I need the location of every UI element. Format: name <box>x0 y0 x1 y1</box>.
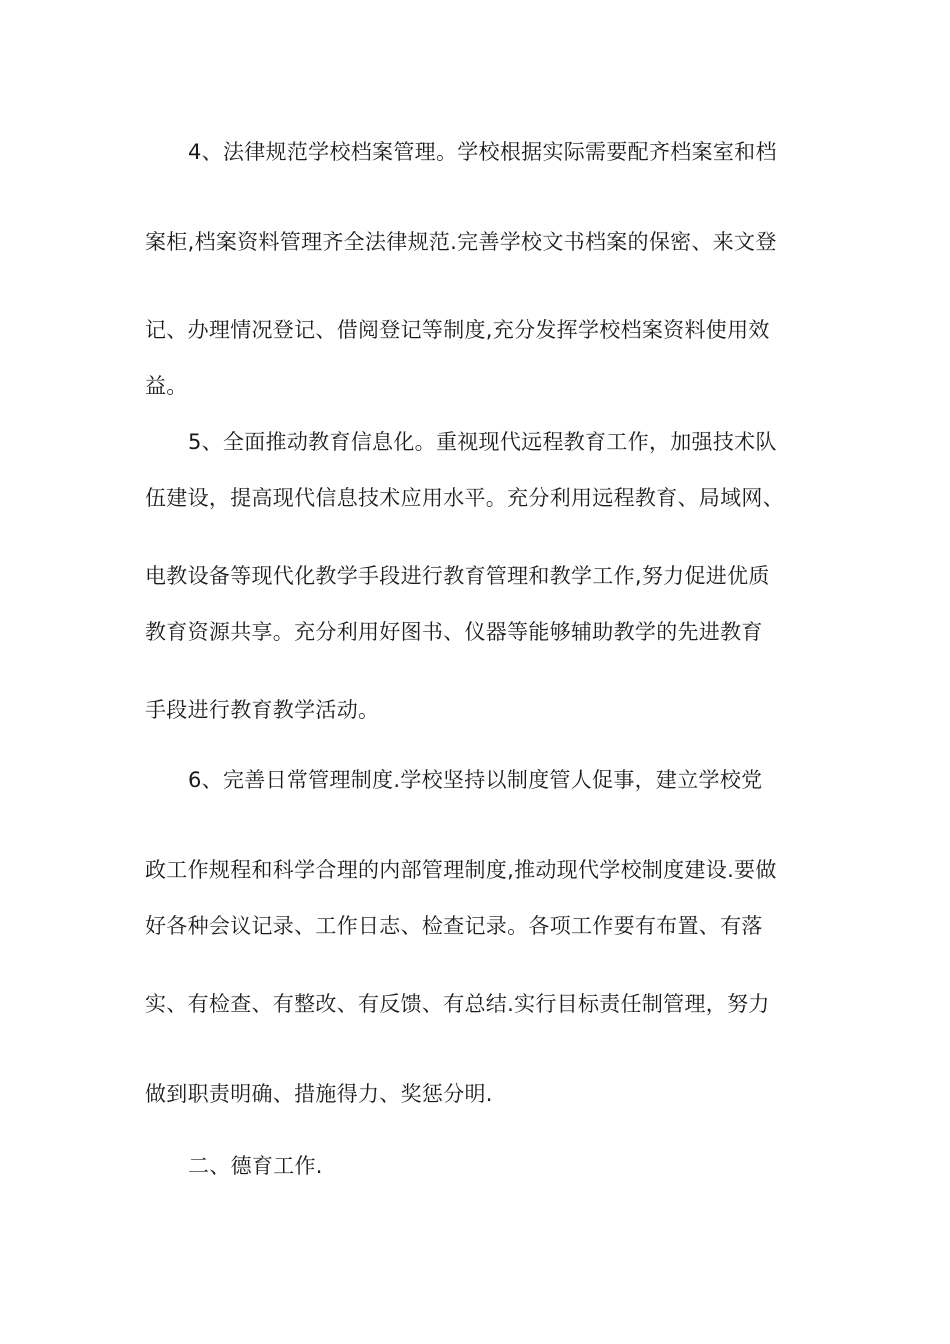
paragraph-6-line-3: 好各种会议记录、工作日志、检查记录。各项工作要有布置、有落 <box>145 914 763 938</box>
paragraph-6-line-2: 政工作规程和科学合理的内部管理制度,推动现代学校制度建设.要做 <box>145 858 777 882</box>
paragraph-5-line-2: 伍建设，提高现代信息技术应用水平。充分利用远程教育、局域网、 <box>145 486 784 510</box>
paragraph-5-line-1: 5、全面推动教育信息化。重视现代远程教育工作，加强技术队 <box>188 430 777 454</box>
paragraph-4-line-1: 4、法律规范学校档案管理。学校根据实际需要配齐档案室和档 <box>188 140 777 164</box>
paragraph-5-line-5: 手段进行教育教学活动。 <box>145 698 380 722</box>
paragraph-6-line-1: 6、完善日常管理制度.学校坚持以制度管人促事，建立学校党 <box>188 768 763 792</box>
section-heading-moral-education: 二、德育工作. <box>188 1154 323 1178</box>
paragraph-6-line-4: 实、有检查、有整改、有反馈、有总结.实行目标责任制管理，努力 <box>145 992 770 1016</box>
paragraph-4-line-2: 案柜,档案资料管理齐全法律规范.完善学校文书档案的保密、来文登 <box>145 230 777 254</box>
paragraph-5-line-4: 教育资源共享。充分利用好图书、仪器等能够辅助教学的先进教育 <box>145 620 763 644</box>
paragraph-4-line-4: 益。 <box>145 374 188 398</box>
paragraph-6-line-5: 做到职责明确、措施得力、奖惩分明. <box>145 1082 493 1106</box>
paragraph-4-line-3: 记、办理情况登记、借阅登记等制度,充分发挥学校档案资料使用效 <box>145 318 770 342</box>
paragraph-5-line-3: 电教设备等现代化教学手段进行教育管理和教学工作,努力促进优质 <box>145 564 770 588</box>
